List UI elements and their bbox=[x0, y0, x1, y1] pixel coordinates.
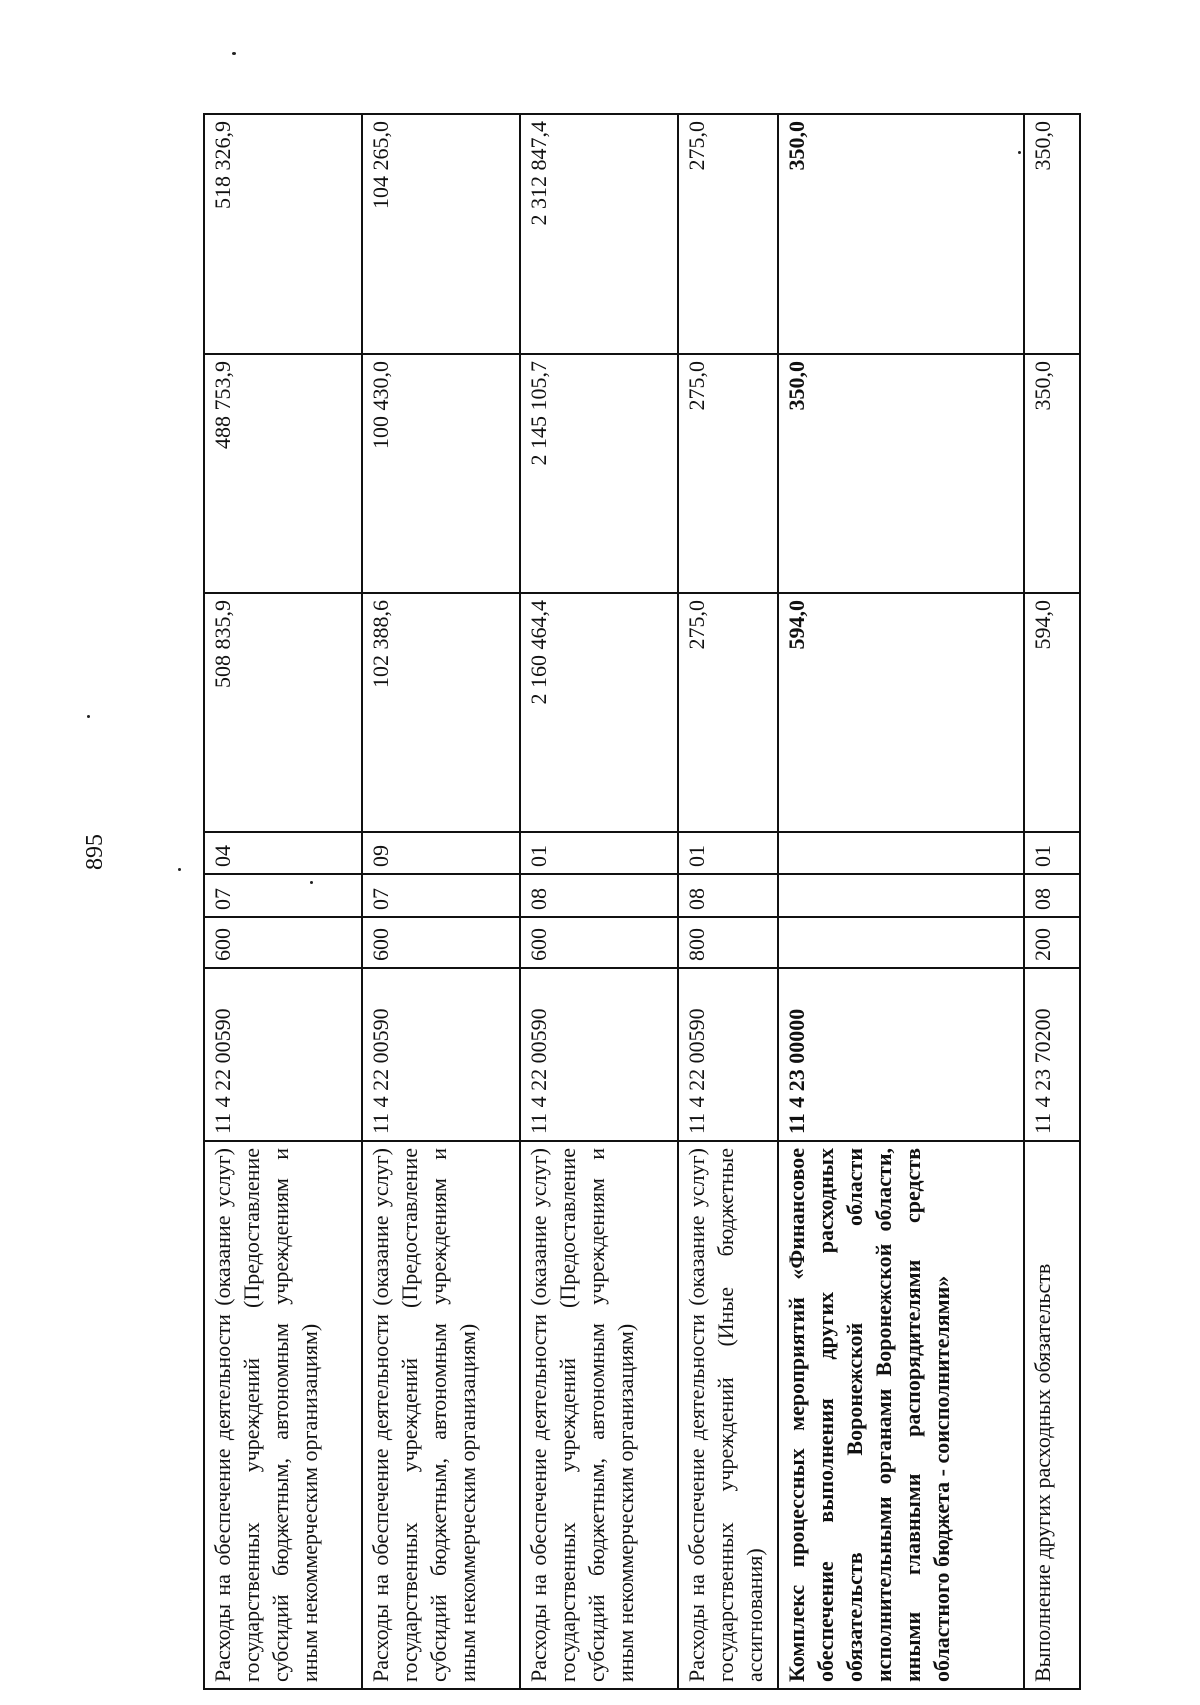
target-article-code: 11 4 22 00590 bbox=[520, 968, 678, 1141]
budget-table bbox=[203, 113, 1081, 1690]
scan-speck bbox=[232, 52, 236, 55]
section-code: 07 bbox=[362, 874, 520, 917]
subsection-code: 09 bbox=[362, 832, 520, 874]
section-code bbox=[778, 874, 1024, 917]
amount-year-2: 100 430,0 bbox=[362, 354, 520, 593]
amount-year-3: 350,0 bbox=[778, 114, 1024, 354]
amount-year-3: 518 326,9 bbox=[204, 114, 362, 354]
expense-type-code: 600 bbox=[520, 917, 678, 968]
table-row bbox=[204, 114, 362, 1689]
subsection-code: 01 bbox=[1024, 832, 1080, 874]
table-row bbox=[1024, 114, 1080, 1689]
amount-year-1: 275,0 bbox=[678, 593, 778, 832]
section-code: 08 bbox=[520, 874, 678, 917]
table-row bbox=[362, 114, 520, 1689]
target-article-code: 11 4 23 00000 bbox=[778, 968, 1024, 1141]
row-description: Расходы на обеспечение деятельности (оказание услуг) государственных учреждений (Предоставление субсидий бюджетным, автономным учреждениям и иным некоммерческим организациям) bbox=[520, 1141, 678, 1689]
scan-speck bbox=[178, 868, 181, 871]
expense-type-code: 600 bbox=[362, 917, 520, 968]
row-description: Расходы на обеспечение деятельности (оказание услуг) государственных учреждений (Предоставление субсидий бюджетным, автономным учреждениям и иным некоммерческим организациям) bbox=[362, 1141, 520, 1689]
section-code: 07 bbox=[204, 874, 362, 917]
amount-year-3: 104 265,0 bbox=[362, 114, 520, 354]
rotated-table-wrapper bbox=[203, 115, 1079, 1690]
section-code: 08 bbox=[1024, 874, 1080, 917]
amount-year-3: 350,0 bbox=[1024, 114, 1080, 354]
row-description: Расходы на обеспечение деятельности (оказание услуг) государственных учреждений (Иные бюджетные ассигнования) bbox=[678, 1141, 778, 1689]
subsection-code: 04 bbox=[204, 832, 362, 874]
amount-year-1: 508 835,9 bbox=[204, 593, 362, 832]
subsection-code: 01 bbox=[678, 832, 778, 874]
subsection-code bbox=[778, 832, 1024, 874]
table-row bbox=[778, 114, 1024, 1689]
table-row bbox=[520, 114, 678, 1689]
amount-year-1: 594,0 bbox=[1024, 593, 1080, 832]
row-description: Комплекс процессных мероприятий «Финансовое обеспечение выполнения других расходных обязательств Воронежской области исполнительными органами Воронежской области, иными главными распорядителями средств областного бюджета - соисполнителями» bbox=[778, 1141, 1024, 1689]
amount-year-1: 2 160 464,4 bbox=[520, 593, 678, 832]
row-description: Расходы на обеспечение деятельности (оказание услуг) государственных учреждений (Предоставление субсидий бюджетным, автономным учреждениям и иным некоммерческим организациям) bbox=[204, 1141, 362, 1689]
amount-year-3: 2 312 847,4 bbox=[520, 114, 678, 354]
amount-year-2: 350,0 bbox=[1024, 354, 1080, 593]
amount-year-2: 350,0 bbox=[778, 354, 1024, 593]
table-row bbox=[678, 114, 778, 1689]
expense-type-code: 800 bbox=[678, 917, 778, 968]
amount-year-2: 275,0 bbox=[678, 354, 778, 593]
target-article-code: 11 4 22 00590 bbox=[678, 968, 778, 1141]
target-article-code: 11 4 23 70200 bbox=[1024, 968, 1080, 1141]
row-description: Выполнение других расходных обязательств bbox=[1024, 1141, 1080, 1689]
subsection-code: 01 bbox=[520, 832, 678, 874]
amount-year-1: 102 388,6 bbox=[362, 593, 520, 832]
target-article-code: 11 4 22 00590 bbox=[362, 968, 520, 1141]
scan-speck bbox=[87, 715, 90, 718]
target-article-code: 11 4 22 00590 bbox=[204, 968, 362, 1141]
amount-year-2: 2 145 105,7 bbox=[520, 354, 678, 593]
section-code: 08 bbox=[678, 874, 778, 917]
expense-type-code: 200 bbox=[1024, 917, 1080, 968]
expense-type-code: 600 bbox=[204, 917, 362, 968]
expense-type-code bbox=[778, 917, 1024, 968]
amount-year-3: 275,0 bbox=[678, 114, 778, 354]
amount-year-2: 488 753,9 bbox=[204, 354, 362, 593]
amount-year-1: 594,0 bbox=[778, 593, 1024, 832]
page-number: 895 bbox=[82, 834, 108, 870]
